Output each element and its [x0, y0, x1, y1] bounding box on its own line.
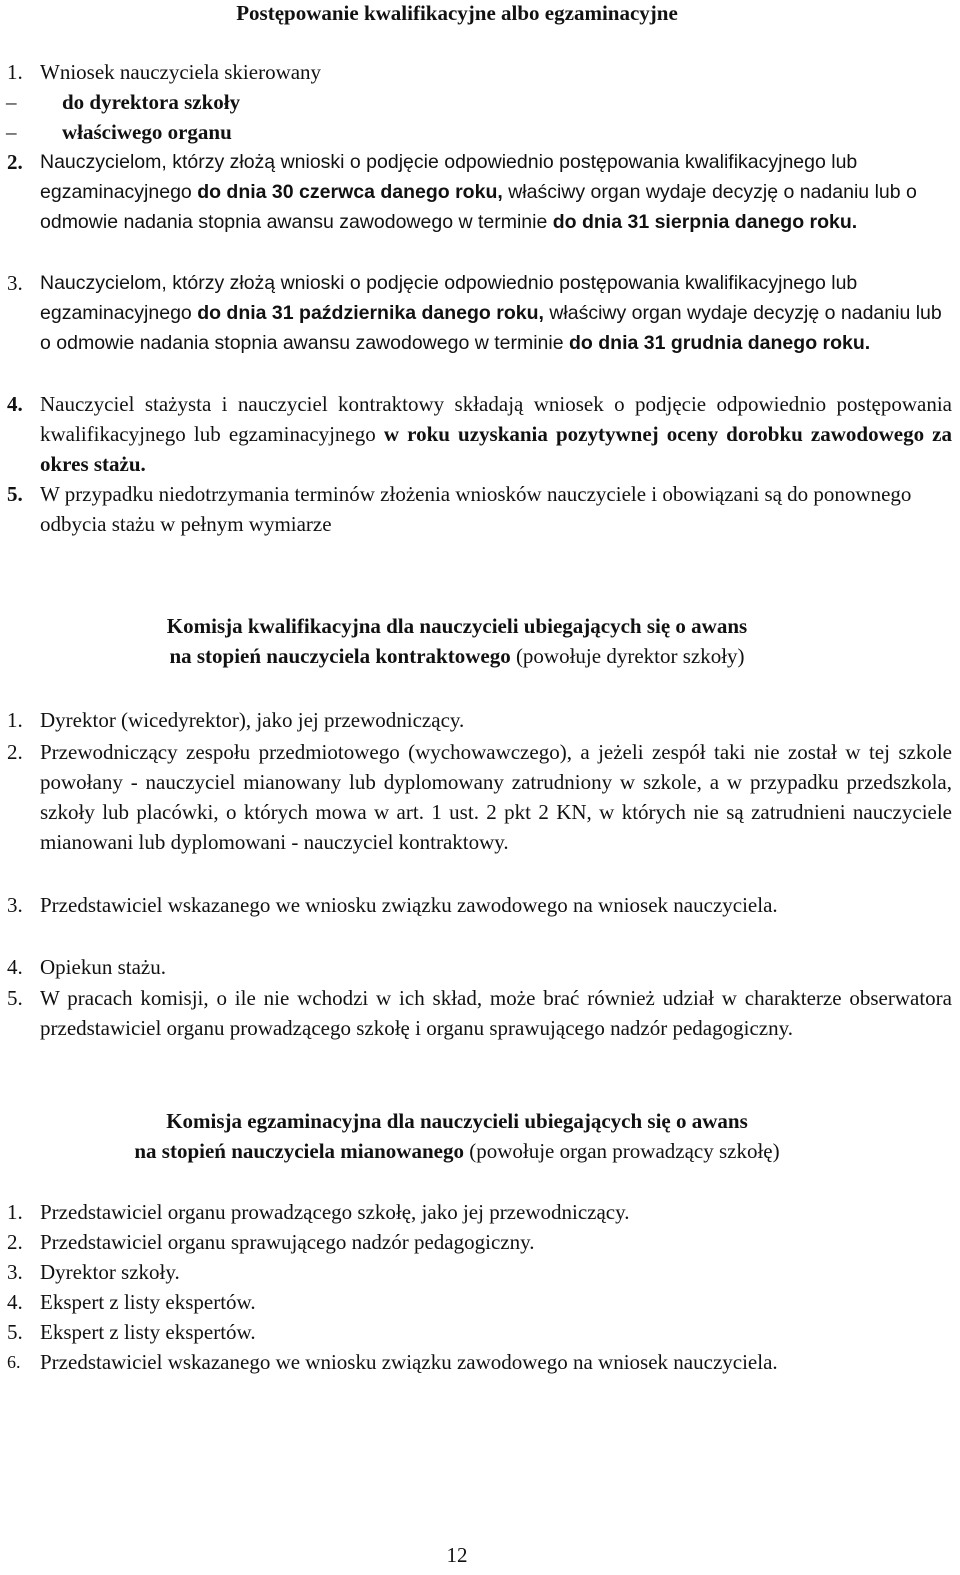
item-number: 5. [7, 1320, 23, 1344]
list-item [7, 705, 952, 735]
item-text: Ekspert z listy ekspertów. [40, 1290, 256, 1314]
item-text: Przedstawiciel organu prowadzącego szkołę, jako jej przewodniczący. [40, 1200, 630, 1224]
list-item [7, 1227, 952, 1257]
list-item [7, 389, 953, 479]
item-number: 3. [7, 893, 23, 917]
list-item [7, 952, 952, 982]
list-item [7, 890, 952, 920]
section-heading [0, 1106, 914, 1166]
page-title: Postępowanie kwalifikacyjne albo egzaminacyjne [236, 1, 678, 25]
list-item [7, 1197, 952, 1227]
item-deadline: do dnia 31 grudnia danego roku. [569, 332, 871, 354]
item-emphasis: w roku uzyskania pozytywnej oceny dorobku zawodowego za okres stażu. [40, 422, 953, 476]
item-text: Nauczycielom, którzy złożą wnioski o podjęcie odpowiednio postępowania kwalifikacyjnego lub egzaminacyjnego [40, 272, 858, 324]
item-number: 3. [7, 1260, 23, 1284]
list-item [7, 1257, 952, 1287]
list-item [7, 479, 952, 539]
list-item [7, 268, 952, 358]
item-number: 5. [7, 482, 23, 506]
dash-marker: – [6, 120, 17, 144]
item-text: Nauczyciel stażysta i nauczyciel kontraktowy składają wniosek o podjęcie odpowiednio postępowania kwalifikacyjnego lub egzaminacyjnego [40, 392, 952, 446]
item-text: właściwy organ wydaje decyzję o nadaniu lub o odmowie nadania stopnia awansu zawodowego w terminie [40, 181, 917, 233]
list-item [7, 147, 952, 237]
list-item [7, 57, 952, 87]
heading-bold: na stopień nauczyciela mianowanego [134, 1139, 464, 1163]
list-item [7, 737, 952, 857]
item-text: Ekspert z listy ekspertów. [40, 1320, 256, 1344]
page-number: 12 [446, 1543, 468, 1567]
item-number: 4. [7, 955, 23, 979]
item-number: 2. [7, 740, 23, 764]
item-deadline: do dnia 30 czerwca danego roku, [197, 181, 503, 203]
item-number: 6. [7, 1352, 21, 1372]
item-deadline: do dnia 31 października danego roku, [197, 302, 544, 324]
dash-item [6, 87, 241, 117]
item-text: Nauczycielom, którzy złożą wnioski o podjęcie odpowiednio postępowania kwalifikacyjnego lub egzaminacyjnego [40, 151, 858, 203]
dash-item [6, 117, 232, 147]
item-number: 2. [7, 150, 23, 174]
dash-text: właściwego organu [62, 120, 232, 144]
heading-bold: na stopień nauczyciela kontraktowego [169, 644, 511, 668]
item-text: Przewodniczący zespołu przedmiotowego (wychowawczego), a jeżeli zespół taki nie został w tej szkole powołany - nauczyciel mianowany lub dyplomowany zatrudniony w szkole, a w przypadku przedszkola, szkoły lub placówki, o których mowa w art. 1 ust. 2 pkt 2 KN, w których nie są zatrudnieni nauczyciele mianowani lub dyplomowani - nauczyciel kontraktowy. [40, 740, 952, 854]
list-item [7, 1317, 952, 1347]
item-text: Dyrektor szkoły. [40, 1260, 180, 1284]
item-text: W pracach komisji, o ile nie wchodzi w ich skład, może brać również udział w charakterze obserwatora przedstawiciel organu prowadzącego szkołę i organu sprawującego nadzór pedagogiczny. [40, 986, 952, 1040]
item-text: Przedstawiciel organu sprawującego nadzór pedagogiczny. [40, 1230, 535, 1254]
item-number: 1. [7, 708, 23, 732]
list-item [7, 1287, 952, 1317]
list-item [7, 1347, 952, 1377]
dash-marker: – [6, 90, 17, 114]
heading-line: Komisja egzaminacyjna dla nauczycieli ubiegających się o awans [166, 1109, 748, 1133]
list-item [7, 983, 952, 1043]
item-text: W przypadku niedotrzymania terminów złożenia wniosków nauczyciele i obowiązani są do ponownego odbycia stażu w pełnym wymiarze [40, 482, 912, 536]
item-number: 4. [7, 1290, 23, 1314]
item-number: 2. [7, 1230, 23, 1254]
item-number: 3. [7, 271, 23, 295]
section-heading [0, 611, 914, 671]
item-text: Przedstawiciel wskazanego we wniosku związku zawodowego na wniosek nauczyciela. [40, 893, 778, 917]
item-number: 1. [7, 60, 23, 84]
item-deadline: do dnia 31 sierpnia danego roku. [552, 211, 858, 233]
item-number: 1. [7, 1200, 23, 1224]
item-text: Opiekun stażu. [40, 955, 166, 979]
heading-note: (powołuje organ prowadzący szkołę) [463, 1139, 780, 1163]
dash-text: do dyrektora szkoły [62, 90, 241, 114]
item-number: 4. [7, 392, 23, 416]
item-text: Dyrektor (wicedyrektor), jako jej przewodniczący. [40, 708, 465, 732]
item-text: Wniosek nauczyciela skierowany [40, 60, 322, 84]
heading-line: Komisja kwalifikacyjna dla nauczycieli ubiegających się o awans [166, 614, 748, 638]
item-text: właściwy organ wydaje decyzję o nadaniu lub o odmowie nadania stopnia awansu zawodowego w terminie [40, 302, 942, 354]
heading-note: (powołuje dyrektor szkoły) [510, 644, 745, 668]
item-text: Przedstawiciel wskazanego we wniosku związku zawodowego na wniosek nauczyciela. [40, 1350, 778, 1374]
item-number: 5. [7, 986, 23, 1010]
